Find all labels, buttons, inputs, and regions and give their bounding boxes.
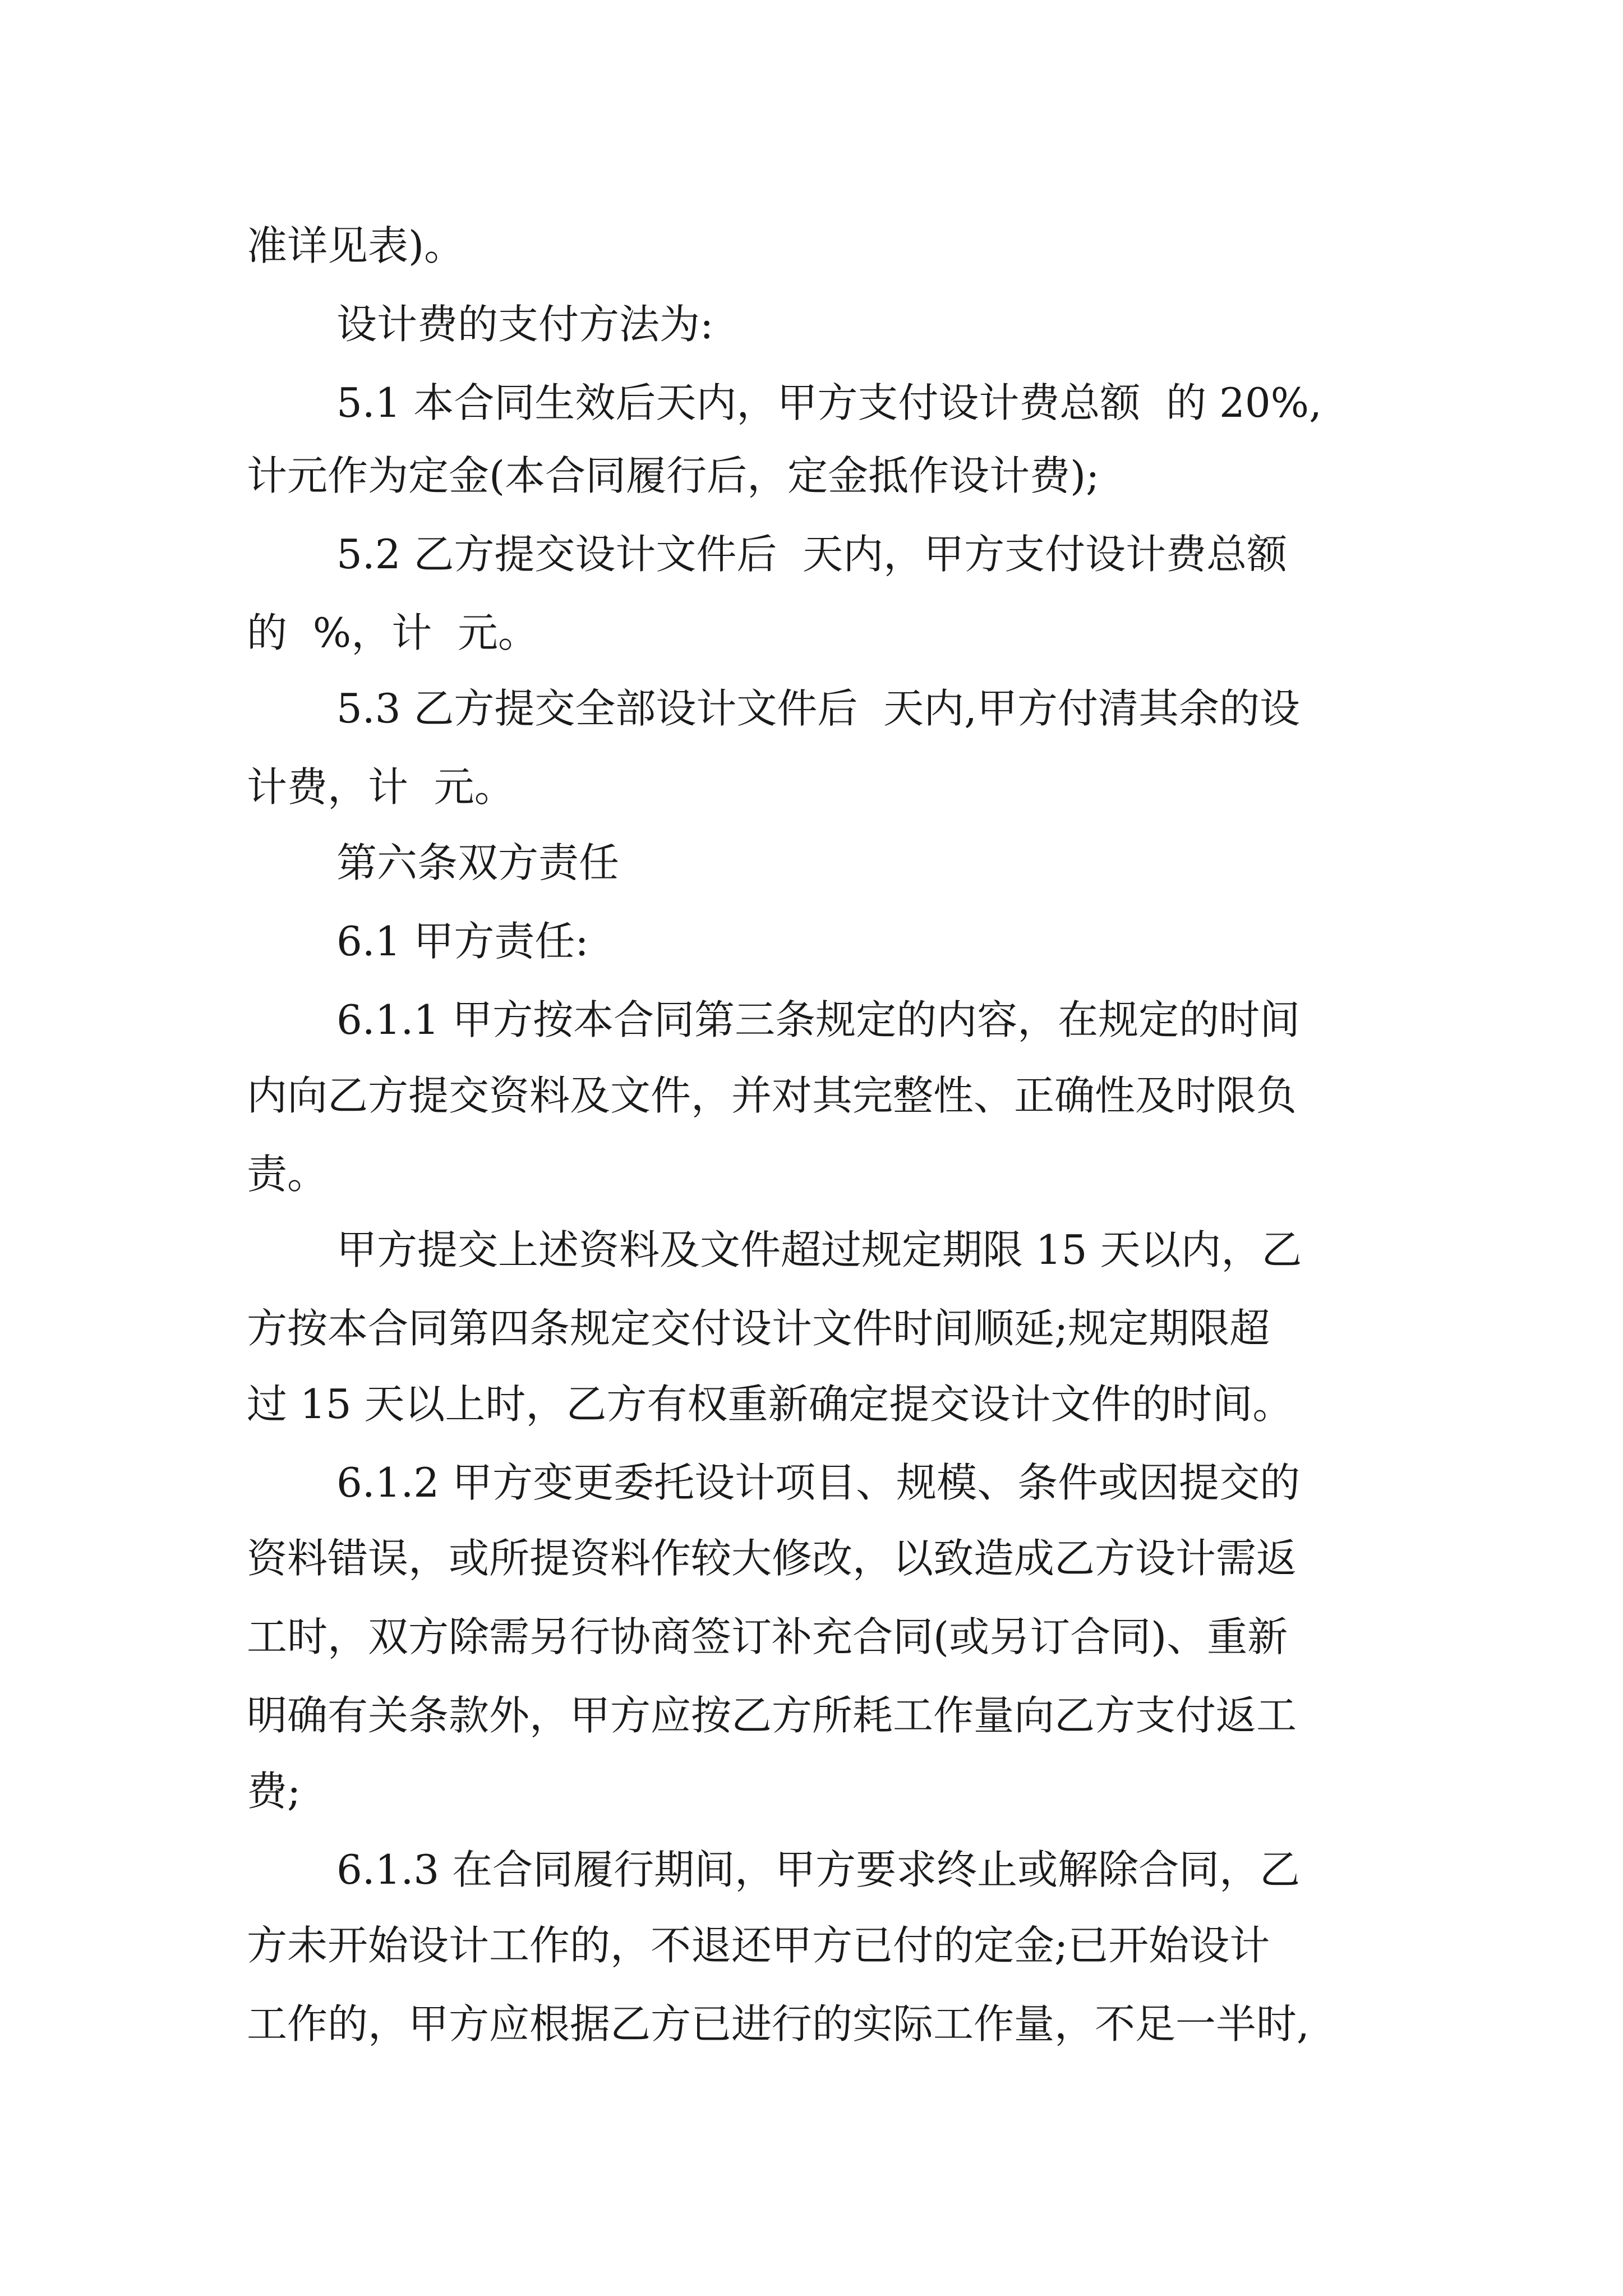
clause-6-1-2-line: 6.1.2 甲方变更委托设计项目、规模、条件或因提交的 [336, 1459, 1301, 1506]
text-line: 的 %，计 元。 [247, 609, 538, 656]
clause-6-1-3-line: 6.1.3 在合同履行期间，甲方要求终止或解除合同，乙 [336, 1846, 1301, 1893]
article-6-heading: 第六条双方责任 [336, 839, 620, 886]
clause-5-2-line: 5.2 乙方提交设计文件后 天内，甲方支付设计费总额 [336, 531, 1288, 578]
text-line: 内向乙方提交资料及文件，并对其完整性、正确性及时限负 [247, 1072, 1297, 1119]
text-line: 计元作为定金(本合同履行后，定金抵作设计费); [247, 452, 1100, 499]
text-line: 计费，计 元。 [247, 763, 515, 811]
clause-6-1-1-line: 6.1.1 甲方按本合同第三条规定的内容，在规定的时间 [336, 996, 1301, 1043]
text-line: 资料错误，或所提资料作较大修改，以致造成乙方设计需返 [247, 1535, 1297, 1582]
text-line: 准详见表)。 [247, 222, 465, 269]
text-line: 明确有关条款外，甲方应按乙方所耗工作量向乙方支付返工 [247, 1692, 1297, 1739]
text-line: 责。 [247, 1151, 328, 1198]
text-line: 工时，双方除需另行协商签订补充合同(或另订合同)、重新 [247, 1613, 1288, 1660]
text-line: 过 15 天以上时，乙方有权重新确定提交设计文件的时间。 [247, 1381, 1293, 1428]
section-6-1-heading: 6.1 甲方责任: [336, 918, 589, 965]
clause-5-3-line: 5.3 乙方提交全部设计文件后 天内,甲方付清其余的设 [336, 685, 1301, 732]
text-line: 工作的，甲方应根据乙方已进行的实际工作量，不足一半时, [247, 2000, 1310, 2047]
text-line: 费; [247, 1768, 301, 1815]
text-line: 方未开始设计工作的，不退还甲方已付的定金;已开始设计 [247, 1922, 1270, 1969]
text-line: 方按本合同第四条规定交付设计文件时间顺延;规定期限超 [247, 1305, 1270, 1352]
clause-5-1-line: 5.1 本合同生效后天内，甲方支付设计费总额 的 20%, [336, 379, 1322, 426]
text-line: 甲方提交上述资料及文件超过规定期限 15 天以内，乙 [336, 1226, 1302, 1273]
text-line: 设计费的支付方法为: [336, 301, 714, 348]
